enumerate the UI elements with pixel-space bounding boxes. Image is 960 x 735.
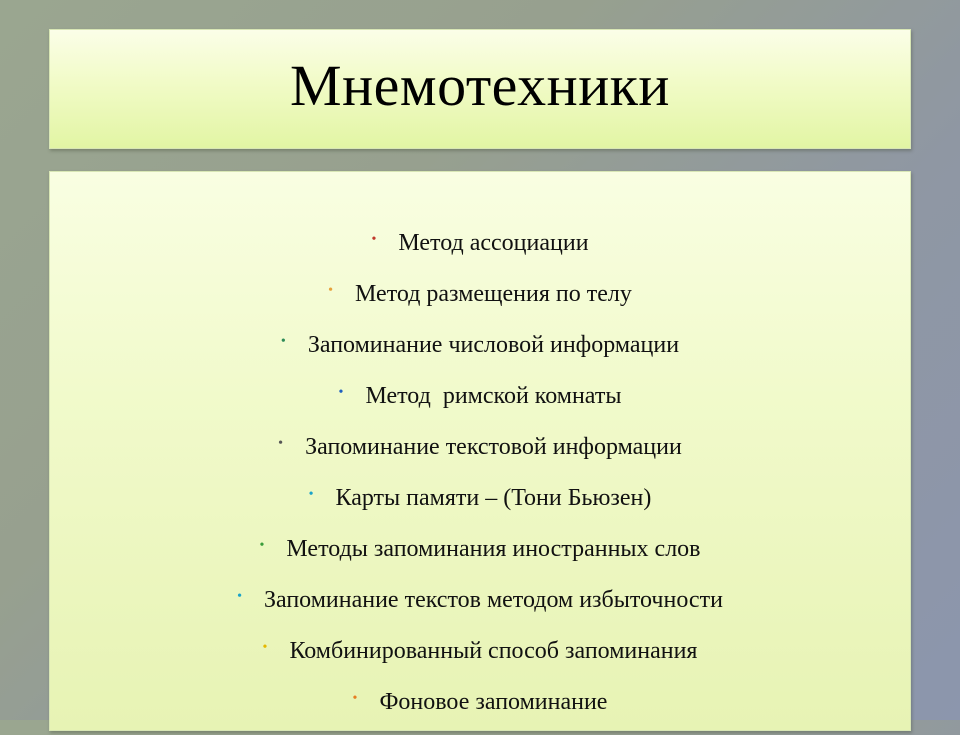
- list-item-text: Метод римской комнаты: [365, 383, 622, 409]
- list-item: [50, 276, 910, 327]
- slide-title: Мнемотехники: [290, 52, 670, 118]
- list-item: [50, 378, 910, 429]
- bullet-icon: •: [338, 385, 344, 400]
- list-item-text: Метод размещения по телу: [355, 281, 632, 307]
- bullet-icon: •: [328, 283, 334, 298]
- content-panel: [49, 171, 911, 731]
- bullet-icon: •: [278, 436, 284, 451]
- list-item: [50, 633, 910, 684]
- list-item: [50, 480, 910, 531]
- list-item: [50, 582, 910, 633]
- list-item-text: Запоминание текстов методом избыточности: [263, 587, 723, 613]
- bullet-icon: •: [308, 487, 314, 502]
- bullet-icon: •: [371, 232, 377, 247]
- list-item-text: Комбинированный способ запоминания: [289, 638, 698, 664]
- bullet-icon: •: [237, 589, 242, 604]
- title-panel: [49, 29, 911, 149]
- list-item-text: Фоновое запоминание: [379, 689, 608, 715]
- bullet-icon: •: [280, 334, 286, 349]
- list-item: [50, 429, 910, 480]
- bullet-icon: •: [352, 691, 358, 706]
- list-item-text: Запоминание текстовой информации: [305, 434, 682, 460]
- list-item: [50, 225, 910, 276]
- list-item-text: Методы запоминания иностранных слов: [286, 536, 701, 562]
- list-item-text: Запоминание числовой информации: [307, 332, 680, 358]
- list-item: [50, 531, 910, 582]
- bullet-icon: •: [259, 538, 265, 553]
- bullet-icon: •: [262, 640, 268, 655]
- list-item-text: Карты памяти – (Тони Бьюзен): [335, 485, 652, 511]
- list-item: [50, 327, 910, 378]
- list-item-text: Метод ассоциации: [398, 230, 589, 256]
- bullet-list: [50, 225, 910, 735]
- list-item: [50, 684, 910, 735]
